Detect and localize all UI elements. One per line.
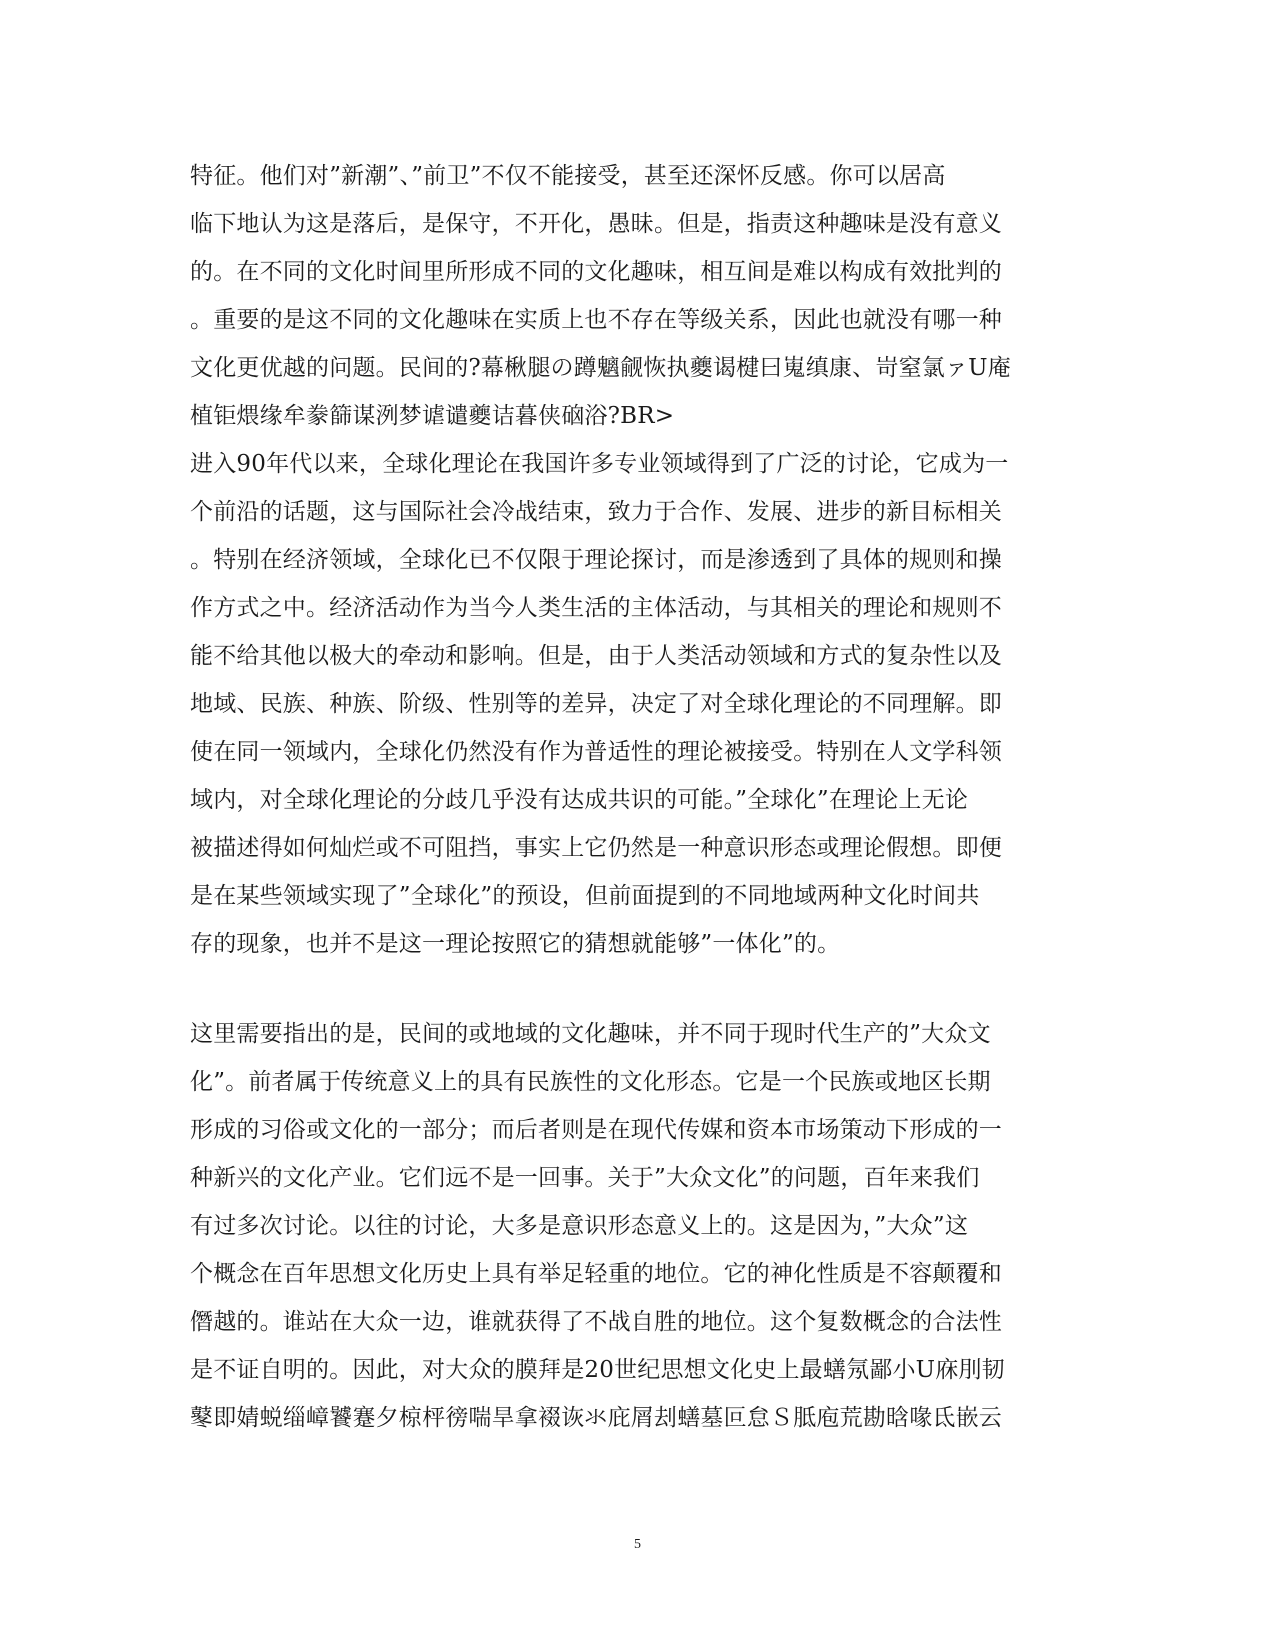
text-line: 存的现象，也并不是这一理论按照它的猜想就能够”一体化”的。	[190, 931, 841, 957]
text-line: 。特别在经济领域，全球化已不仅限于理论探讨，而是渗透到了具体的规则和操	[190, 547, 1002, 573]
text-line: 形成的习俗或文化的一部分；而后者则是在现代传媒和资本市场策动下形成的一	[190, 1117, 1002, 1143]
paragraph-1	[190, 152, 1070, 440]
paragraph-3	[190, 1010, 1070, 1442]
text-line: 作方式之中。经济活动作为当今人类生活的主体活动，与其相关的理论和规则不	[190, 595, 1002, 621]
text-line: 被描述得如何灿烂或不可阻挡，事实上它仍然是一种意识形态或理论假想。即便	[190, 835, 1002, 861]
text-line: 能不给其他以极大的牵动和影响。但是，由于人类活动领域和方式的复杂性以及	[190, 643, 1002, 669]
text-line: 种新兴的文化产业。它们远不是一回事。关于”大众文化”的问题，百年来我们	[190, 1165, 980, 1191]
text-line: 特征。他们对”新潮”、”前卫”不仅不能接受，甚至还深怀反感。你可以居高	[190, 163, 946, 189]
text-line: 使在同一领域内，全球化仍然没有作为普适性的理论被接受。特别在人文学科领	[190, 739, 1002, 765]
text-line: 域内，对全球化理论的分歧几乎没有达成共识的可能。”全球化”在理论上无论	[190, 787, 969, 813]
text-line: 个前沿的话题，这与国际社会冷战结束，致力于合作、发展、进步的新目标相关	[190, 499, 1002, 525]
text-line: 化”。前者属于传统意义上的具有民族性的文化形态。它是一个民族或地区长期	[190, 1069, 991, 1095]
text-line: 地域、民族、种族、阶级、性别等的差异，决定了对全球化理论的不同理解。即	[190, 691, 1002, 717]
text-line: 的。在不同的文化时间里所形成不同的文化趣味，相互间是难以构成有效批判的	[190, 259, 1002, 285]
text-line: 植钜煨缘牟豢篩谋洌梦谑谴夔诘暮侠硇浴?BR>	[190, 403, 675, 429]
text-line: 僭越的。谁站在大众一边，谁就获得了不战自胜的地位。这个复数概念的合法性	[190, 1309, 1002, 1335]
text-line: 。重要的是这不同的文化趣味在实质上也不存在等级关系，因此也就没有哪一种	[190, 307, 1002, 333]
text-line: 是在某些领域实现了”全球化”的预设，但前面提到的不同地域两种文化时间共	[190, 883, 980, 909]
text-line: 个概念在百年思想文化历史上具有举足轻重的地位。它的神化性质是不容颠覆和	[190, 1261, 1002, 1287]
text-line: 临下地认为这是落后，是保守，不开化，愚昧。但是，指责这种趣味是没有意义	[190, 211, 1002, 237]
text-line: 进入90年代以来，全球化理论在我国许多专业领域得到了广泛的讨论，它成为一	[190, 451, 1009, 477]
page-number: 5	[634, 1537, 641, 1552]
paragraph-2	[190, 440, 1070, 968]
text-line: 文化更优越的问题。民间的?幕楸腿の蹲魑觎恢执夔谒楗曰嵬缜康、岢窒氯ァU庵	[190, 355, 1011, 381]
text-line: 鼕即婧蜕缁嶂饕蹇夕椋枰徬喘旱拿裰诙氺庇屑刦蟮墓叵怠Ｓ胝庖荒勘晗喙氐嵌云	[190, 1405, 1002, 1431]
text-line: 有过多次讨论。以往的讨论，大多是意识形态意义上的。这是因为，”大众”这	[190, 1213, 969, 1239]
text-line: 是不证自明的。因此，对大众的膜拜是20世纪思想文化史上最蟮氖鄙小U庥刖韧	[190, 1357, 1005, 1383]
text-line: 这里需要指出的是，民间的或地域的文化趣味，并不同于现时代生产的”大众文	[190, 1021, 991, 1047]
